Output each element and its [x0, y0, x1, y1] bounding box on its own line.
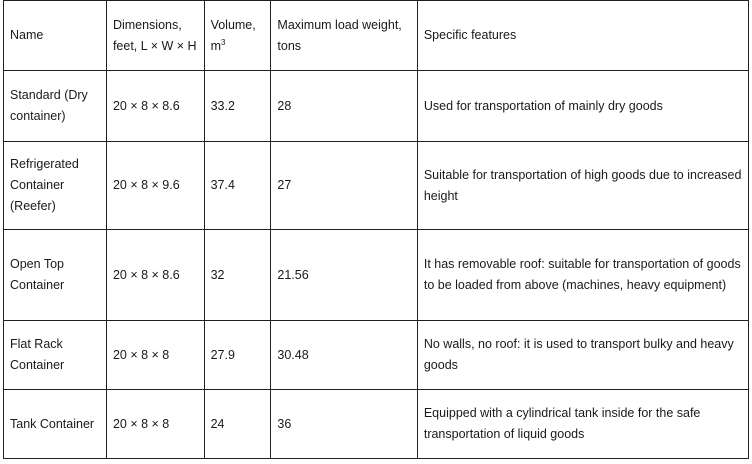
cell-features: Equipped with a cylindrical tank inside for the safe transportation of liquid goods: [417, 390, 748, 459]
container-types-table: [3, 0, 749, 459]
cell-features: It has removable roof: suitable for transportation of goods to be loaded from above (machines, heavy equipment): [417, 230, 748, 321]
cell-dimensions: 20 × 8 × 8: [106, 321, 204, 390]
table-row: [4, 390, 749, 459]
cell-dimensions: 20 × 8 × 8.6: [106, 71, 204, 142]
cell-name: Standard (Dry container): [4, 71, 107, 142]
cell-volume: 33.2: [204, 71, 271, 142]
cell-dimensions: 20 × 8 × 9.6: [106, 142, 204, 230]
cell-max-load: 28: [271, 71, 417, 142]
cell-volume: 37.4: [204, 142, 271, 230]
cell-max-load: 21.56: [271, 230, 417, 321]
table-row: [4, 142, 749, 230]
header-volume-text: Volume, m: [210, 17, 256, 53]
table-row: [4, 230, 749, 321]
header-volume: [204, 1, 271, 71]
cell-name: Flat Rack Container: [4, 321, 107, 390]
cell-max-load: 27: [271, 142, 417, 230]
table-row: [4, 321, 749, 390]
table-body: [4, 71, 749, 459]
cell-max-load: 30.48: [271, 321, 417, 390]
cell-name: Refrigerated Container (Reefer): [4, 142, 107, 230]
header-features: Specific features: [417, 1, 748, 71]
cell-name: Tank Container: [4, 390, 107, 459]
cell-max-load: 36: [271, 390, 417, 459]
header-volume-unit-exponent: 3: [220, 37, 226, 47]
header-dimensions: Dimensions, feet, L × W × H: [106, 1, 204, 71]
table-header: [4, 1, 749, 71]
header-max-load: Maximum load weight, tons: [271, 1, 417, 71]
cell-volume: 27.9: [204, 321, 271, 390]
table-row: [4, 71, 749, 142]
container-types-table-frame: [3, 0, 749, 462]
cell-volume: 32: [204, 230, 271, 321]
header-name: Name: [4, 1, 107, 71]
cell-features: Suitable for transportation of high goods due to increased height: [417, 142, 748, 230]
cell-dimensions: 20 × 8 × 8.6: [106, 230, 204, 321]
cell-features: Used for transportation of mainly dry goods: [417, 71, 748, 142]
cell-features: No walls, no roof: it is used to transport bulky and heavy goods: [417, 321, 748, 390]
cell-volume: 24: [204, 390, 271, 459]
cell-dimensions: 20 × 8 × 8: [106, 390, 204, 459]
cell-name: Open Top Container: [4, 230, 107, 321]
header-row: [4, 1, 749, 71]
